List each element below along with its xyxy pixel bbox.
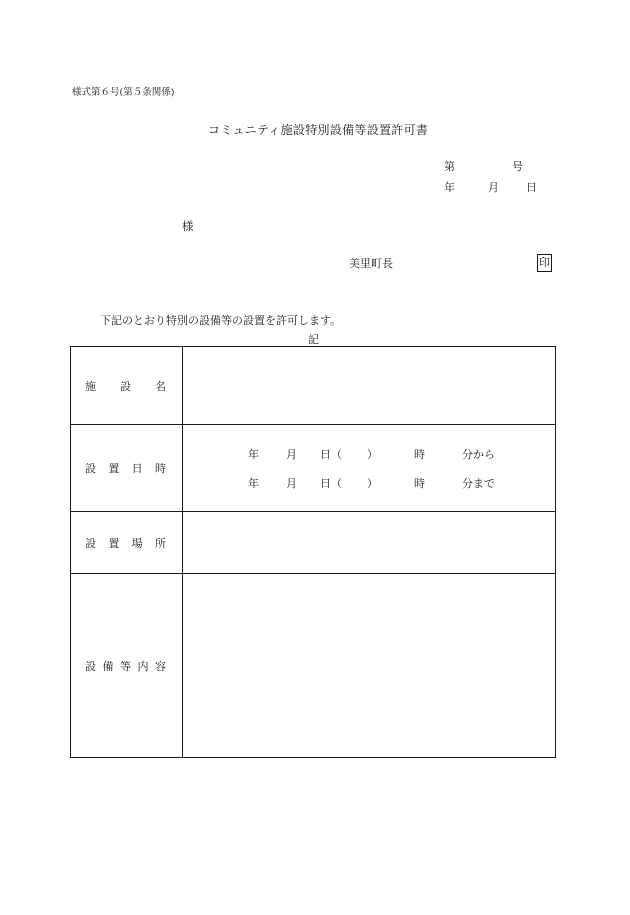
contents-field[interactable] [183, 574, 556, 758]
label-char: 施 [85, 379, 96, 393]
contents-label [71, 574, 183, 758]
body-text: 下記のとおり特別の設備等の設置を許可します。 [100, 314, 342, 327]
start-day-close: ） [367, 447, 378, 461]
end-time-line [183, 475, 555, 493]
row-place [71, 512, 556, 574]
label-char: 設 [85, 462, 96, 475]
label-char: 等 [120, 659, 131, 673]
date-day-label: 日 [526, 181, 537, 194]
start-year: 年 [248, 447, 259, 461]
label-char: 所 [154, 536, 166, 550]
start-time-line [183, 446, 555, 464]
issuer-name: 美里町長 [349, 257, 393, 270]
datetime-label [71, 425, 183, 512]
permit-table [70, 346, 556, 758]
row-contents [71, 574, 556, 758]
issue-date [444, 179, 537, 195]
row-facility-name [71, 347, 556, 425]
number-suffix: 号 [512, 160, 523, 173]
label-char: 置 [108, 462, 120, 475]
label-char: 時 [154, 462, 166, 475]
document-title: コミュニティ施設特別設備等設置許可書 [208, 123, 429, 137]
addressee-honorific: 様 [182, 219, 194, 233]
date-month-label: 月 [488, 181, 499, 194]
end-minute: 分まで [462, 476, 495, 490]
facility-name-field[interactable] [183, 347, 556, 425]
label-char: 名 [155, 379, 166, 393]
label-char: 設 [120, 379, 131, 393]
number-prefix: 第 [444, 160, 455, 173]
form-number: 様式第６号(第５条関係) [72, 87, 175, 98]
datetime-field[interactable] [183, 425, 556, 512]
label-char: 場 [131, 536, 143, 550]
start-month: 月 [286, 447, 297, 461]
label-char: 設 [85, 659, 96, 673]
label-char: 置 [108, 536, 120, 550]
end-day: 日（ [320, 476, 342, 490]
label-char: 内 [137, 659, 149, 673]
label-char: 容 [155, 659, 166, 673]
start-day: 日（ [320, 447, 342, 461]
label-char: 設 [85, 536, 96, 550]
label-char: 日 [131, 462, 143, 475]
row-datetime [71, 425, 556, 512]
start-minute: 分から [462, 447, 495, 461]
label-char: 備 [102, 659, 114, 673]
facility-name-label [71, 347, 183, 425]
seal-mark: 印 [537, 254, 552, 272]
start-hour: 時 [414, 447, 425, 461]
end-day-close: ） [367, 476, 378, 490]
end-year: 年 [248, 476, 259, 490]
place-label [71, 512, 183, 574]
end-month: 月 [286, 476, 297, 490]
date-year-label: 年 [444, 181, 455, 194]
ki-heading: 記 [308, 333, 319, 346]
end-hour: 時 [414, 476, 425, 490]
place-field[interactable] [183, 512, 556, 574]
